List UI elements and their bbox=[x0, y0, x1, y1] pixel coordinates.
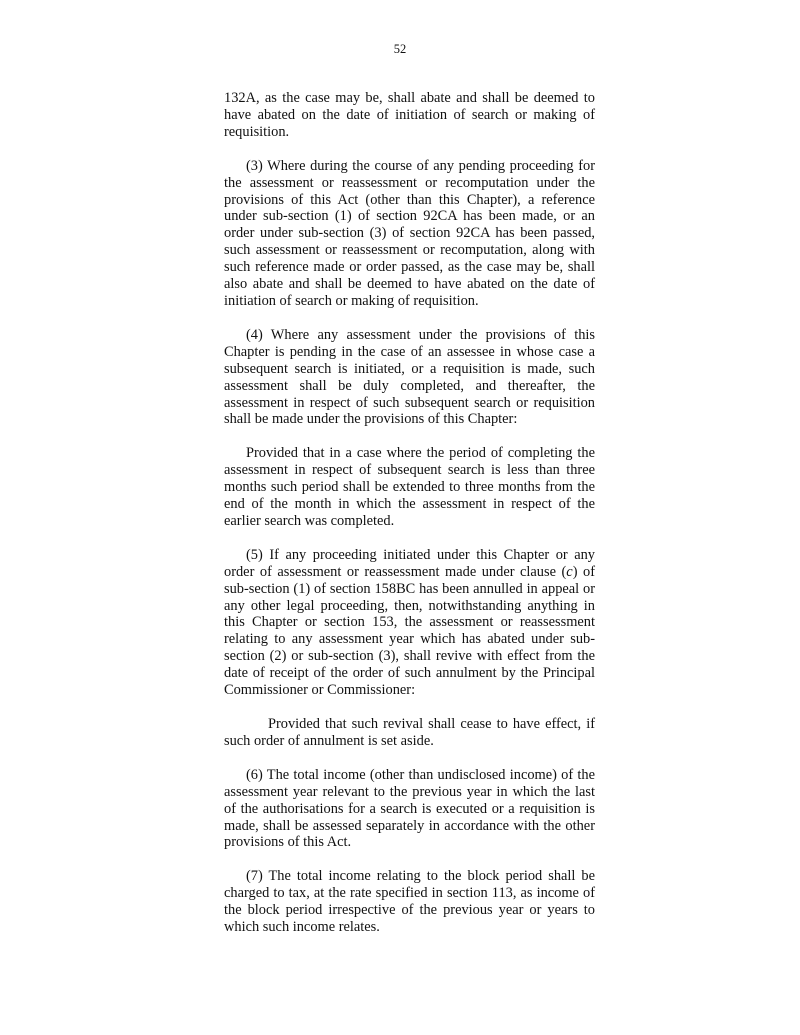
paragraph-sub-section-3: (3) Where during the course of any pending proceeding for the assessment or reassessment or recomputation under the provisions of this Act (other than this Chapter), a reference under sub-section (1) of section 92CA has been made, or an order under sub-section (3) of section 92CA has been passed, such assessment or reassessment or recomputation, along with such reference made or order passed, as the case may be, shall also abate and shall be deemed to have abated on the date of initiation of search or making of requisition. bbox=[224, 157, 595, 309]
clause-letter: c bbox=[566, 563, 573, 580]
document-body bbox=[224, 90, 595, 953]
page-number: 52 bbox=[393, 42, 407, 56]
paragraph-sub-section-5-part2: ) of sub-section (1) of section 158BC has been annulled in appeal or any other legal proceeding, then, notwithstanding anything in this Chapter or section 153, the assessment or reassessment relating to any assessment year which has abated under sub-section (2) or sub-section (3), shall revive with effect from the date of receipt of the order of such annulment by the Principal Commissioner or Commissioner: bbox=[224, 563, 595, 699]
paragraph-sub-section-5 bbox=[224, 547, 595, 699]
paragraph-sub-section-5-part1: (5) If any proceeding initiated under this Chapter or any order of assessment or reassessment made under clause ( bbox=[224, 546, 595, 580]
paragraph-continuation: 132A, as the case may be, shall abate and shall be deemed to have abated on the date of initiation of search or making of requisition. bbox=[224, 90, 595, 140]
paragraph-sub-section-6: (6) The total income (other than undisclosed income) of the assessment year relevant to the previous year in which the last of the authorisations for a search is executed or a requisition is made, shall be assessed separately in accordance with the other provisions of this Act. bbox=[224, 766, 595, 851]
paragraph-sub-section-4: (4) Where any assessment under the provisions of this Chapter is pending in the case of an assessee in whose case a subsequent search is initiated, or a requisition is made, such assessment shall be duly completed, and thereafter, the assessment in respect of such subsequent search or requisition shall be made under the provisions of this Chapter: bbox=[224, 326, 595, 428]
paragraph-sub-section-7: (7) The total income relating to the block period shall be charged to tax, at the rate specified in section 113, as income of the block period irrespective of the previous year or years to which such income relates. bbox=[224, 868, 595, 936]
paragraph-proviso-4: Provided that in a case where the period of completing the assessment in respect of subsequent search is less than three months such period shall be extended to three months from the end of the month in which the assessment in respect of the earlier search was completed. bbox=[224, 445, 595, 529]
paragraph-proviso-5: Provided that such revival shall cease to have effect, if such order of annulment is set aside. bbox=[224, 716, 595, 749]
